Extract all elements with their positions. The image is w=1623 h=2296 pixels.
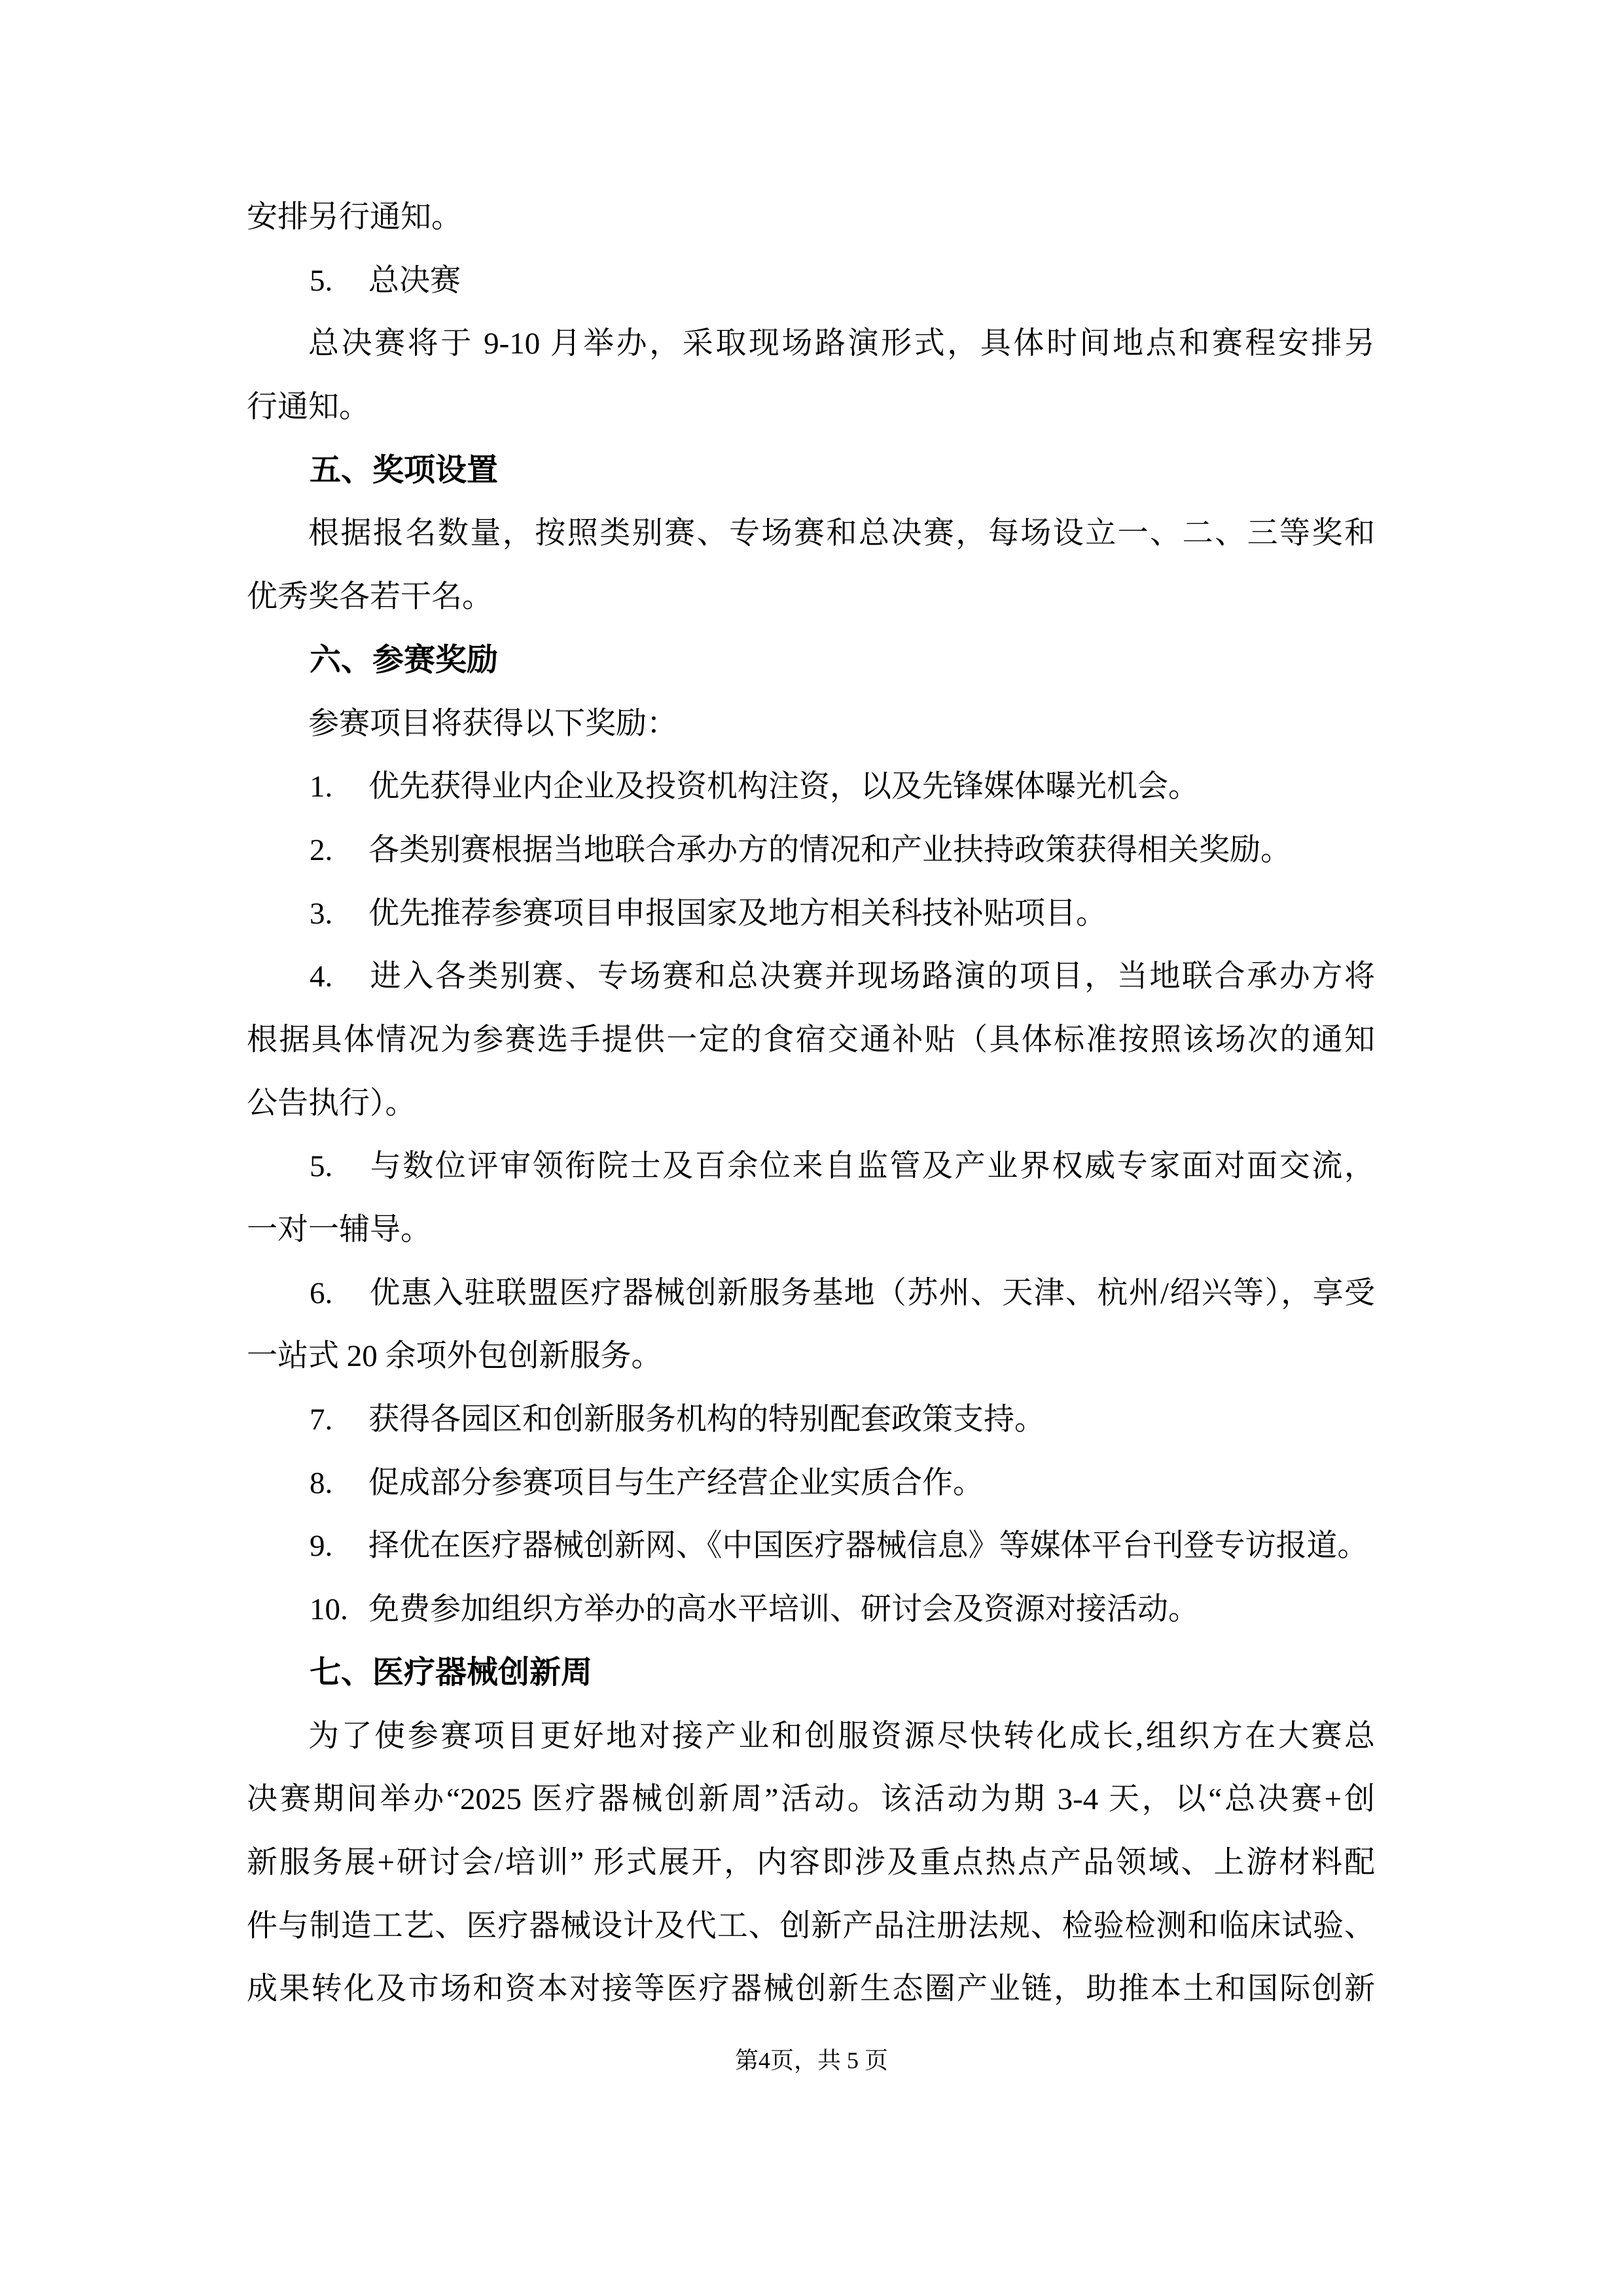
line-text: 择优在医疗器械创新网、《中国医疗器械信息》等媒体平台刊登专访报道。 <box>368 1529 1368 1564</box>
list-number: 9. <box>310 1529 333 1564</box>
line-text: 为了使参赛项目更好地对接产业和创服资源尽快转化成长,组织方在大赛总 <box>308 1719 1375 1753</box>
text-line <box>247 502 1375 565</box>
text-line <box>247 819 1375 882</box>
line-text: 优先获得业内企业及投资机构注资，以及先锋媒体曝光机会。 <box>368 770 1199 804</box>
line-text: 新服务展+研讨会/培训” 形式展开，内容即涉及重点热点产品领域、上游材料配 <box>247 1845 1375 1880</box>
document-body <box>247 186 1375 2021</box>
list-number: 2. <box>310 833 333 867</box>
list-number: 8. <box>310 1465 333 1500</box>
text-line <box>247 1515 1375 1578</box>
list-number: 5. <box>310 263 333 298</box>
line-text: 一对一辅导。 <box>247 1213 431 1247</box>
line-text: 获得各园区和创新服务机构的特别配套政策支持。 <box>368 1403 1045 1437</box>
text-line <box>247 565 1375 629</box>
line-text: 行通知。 <box>247 390 370 425</box>
line-text: 促成部分参赛项目与生产经营企业实质合作。 <box>368 1465 984 1500</box>
list-number: 3. <box>310 896 333 931</box>
line-text: 优惠入驻联盟医疗器械创新服务基地（苏州、天津、杭州/绍兴等），享受 <box>368 1276 1375 1310</box>
section-heading <box>247 629 1375 692</box>
text-line <box>247 1768 1375 1831</box>
line-text: 免费参加组织方举办的高水平培训、研讨会及资源对接活动。 <box>368 1592 1199 1627</box>
line-text: 优秀奖各若干名。 <box>247 580 493 615</box>
list-number: 1. <box>310 770 333 804</box>
section-heading <box>247 439 1375 503</box>
list-number: 4. <box>310 960 333 994</box>
line-text: 各类别赛根据当地联合承办方的情况和产业扶持政策获得相关奖励。 <box>368 833 1291 867</box>
text-line <box>247 1578 1375 1641</box>
list-number: 6. <box>310 1276 333 1310</box>
text-line <box>247 1009 1375 1072</box>
page-footer <box>0 2041 1623 2080</box>
page-number-text: 第4页，共 5 页 <box>734 2047 888 2073</box>
text-line <box>247 692 1375 756</box>
line-text: 根据报名数量，按照类别赛、专场赛和总决赛，每场设立一、二、三等奖和 <box>308 516 1375 551</box>
line-text: 参赛项目将获得以下奖励： <box>308 706 677 741</box>
text-line <box>247 1958 1375 2021</box>
list-number: 7. <box>310 1403 333 1437</box>
text-line <box>247 882 1375 946</box>
line-text: 总决赛将于 9-10 月举办，采取现场路演形式，具体时间地点和赛程安排另 <box>308 327 1375 361</box>
text-line <box>247 1388 1375 1452</box>
line-text: 总决赛 <box>368 263 461 298</box>
line-text: 六、参赛奖励 <box>310 642 499 677</box>
text-line <box>247 945 1375 1009</box>
line-text: 决赛期间举办“2025 医疗器械创新周”活动。该活动为期 3-4 天，以“总决赛+创 <box>247 1782 1375 1817</box>
line-text: 进入各类别赛、专场赛和总决赛并现场路演的项目，当地联合承办方将 <box>368 960 1375 994</box>
text-line <box>247 1895 1375 1958</box>
line-text: 七、医疗器械创新周 <box>310 1655 593 1690</box>
line-text: 公告执行）。 <box>247 1086 416 1121</box>
text-line <box>247 1262 1375 1325</box>
line-text: 成果转化及市场和资本对接等医疗器械创新生态圈产业链，助推本土和国际创新 <box>247 1972 1375 2007</box>
text-line <box>247 1198 1375 1262</box>
text-line <box>247 1135 1375 1198</box>
list-number: 10. <box>310 1592 348 1627</box>
text-line <box>247 1072 1375 1136</box>
line-text: 根据具体情况为参赛选手提供一定的食宿交通补贴（具体标准按照该场次的通知 <box>247 1022 1375 1057</box>
text-line <box>247 1705 1375 1768</box>
text-line <box>247 249 1375 313</box>
line-text: 优先推荐参赛项目申报国家及地方相关科技补贴项目。 <box>368 896 1107 931</box>
line-text: 一站式 20 余项外包创新服务。 <box>247 1339 662 1374</box>
text-line <box>247 186 1375 249</box>
text-line <box>247 1325 1375 1388</box>
text-line <box>247 1831 1375 1895</box>
section-heading <box>247 1641 1375 1705</box>
text-line <box>247 376 1375 439</box>
line-text: 件与制造工艺、医疗器械设计及代工、创新产品注册法规、检验检测和临床试验、 <box>247 1909 1375 1943</box>
line-text: 安排另行通知。 <box>247 200 462 234</box>
text-line <box>247 755 1375 819</box>
line-text: 与数位评审领衔院士及百余位来自监管及产业界权威专家面对面交流， <box>368 1149 1375 1184</box>
text-line <box>247 1452 1375 1515</box>
list-number: 5. <box>310 1149 333 1184</box>
text-line <box>247 312 1375 376</box>
line-text: 五、奖项设置 <box>310 452 499 488</box>
